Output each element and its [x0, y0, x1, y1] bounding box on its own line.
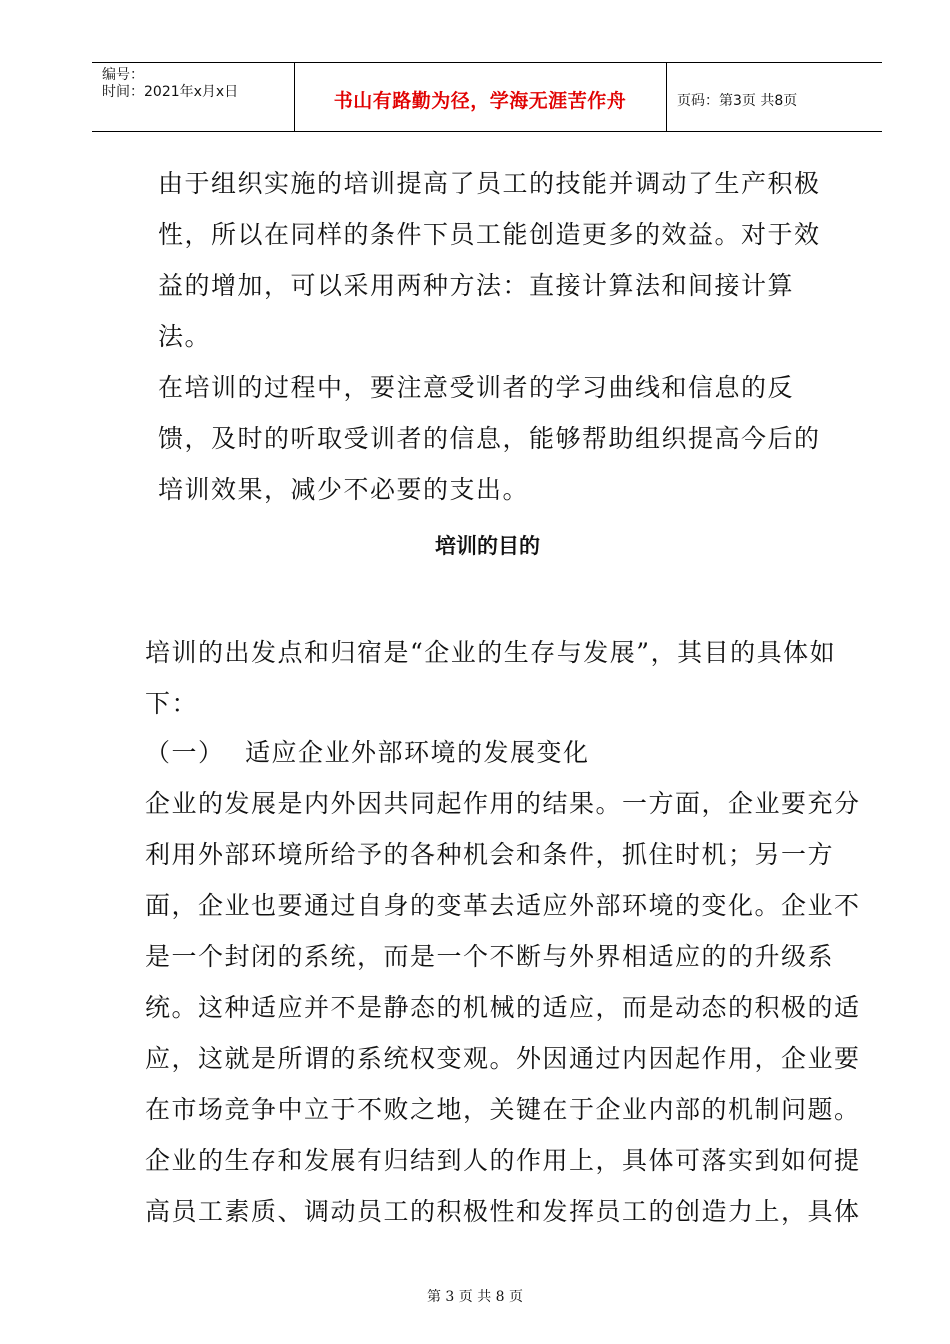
text-line: 由于组织实施的培训提高了员工的技能并调动了生产积极	[158, 169, 821, 198]
header-meta	[102, 67, 238, 101]
subheading-number: （一）	[145, 738, 225, 767]
text-line: 应，这就是所谓的系统权变观。外因通过内因起作用，企业要	[145, 1044, 861, 1073]
section-heading: 培训的目的	[435, 534, 540, 558]
header-page-info: 页码：第3页 共8页	[677, 93, 798, 109]
text-line: 下：	[145, 689, 199, 718]
document-header	[92, 62, 882, 132]
text-line: 在市场竞争中立于不败之地，关键在于企业内部的机制问题。	[145, 1095, 861, 1124]
text-line: 高员工素质、调动员工的积极性和发挥员工的创造力上，具体	[145, 1197, 861, 1226]
paragraph-training-feedback	[158, 362, 821, 515]
text-line: 培训效果，减少不必要的支出。	[158, 475, 530, 504]
text-line: 馈，及时的听取受训者的信息，能够帮助组织提高今后的	[158, 424, 821, 453]
text-line: 企业的生存和发展有归结到人的作用上，具体可落实到如何提	[145, 1146, 861, 1175]
paragraph-training-benefit	[158, 158, 821, 362]
text-line: 在培训的过程中，要注意受训者的学习曲线和信息的反	[158, 373, 795, 402]
page-footer: 第 3 页 共 8 页	[426, 1289, 524, 1305]
text-line: 法。	[158, 322, 212, 351]
paragraph-training-purpose	[145, 627, 836, 729]
subheading-title: 适应企业外部环境的发展变化	[245, 738, 590, 767]
paragraph-external-environment	[145, 778, 861, 1237]
text-line: 是一个封闭的系统，而是一个不断与外界相适应的的升级系	[145, 942, 835, 971]
text-line: 培训的出发点和归宿是“企业的生存与发展”，其目的具体如	[145, 638, 837, 667]
header-divider	[666, 63, 667, 131]
header-motto: 书山有路勤为径，学海无涯苦作舟	[333, 90, 627, 112]
text-line: 利用外部环境所给予的各种机会和条件，抓住时机；另一方	[145, 840, 835, 869]
document-time-label: 时间：2021年x月x日	[102, 84, 239, 100]
text-line: 益的增加，可以采用两种方法：直接计算法和间接计算	[158, 271, 795, 300]
subheading	[145, 727, 590, 778]
document-number-label: 编号：	[102, 67, 144, 83]
text-line: 性，所以在同样的条件下员工能创造更多的效益。对于效	[158, 220, 821, 249]
text-line: 企业的发展是内外因共同起作用的结果。一方面，企业要充分	[145, 789, 861, 818]
text-line: 面，企业也要通过自身的变革去适应外部环境的变化。企业不	[145, 891, 861, 920]
text-line: 统。这种适应并不是静态的机械的适应，而是动态的积极的适	[145, 993, 861, 1022]
